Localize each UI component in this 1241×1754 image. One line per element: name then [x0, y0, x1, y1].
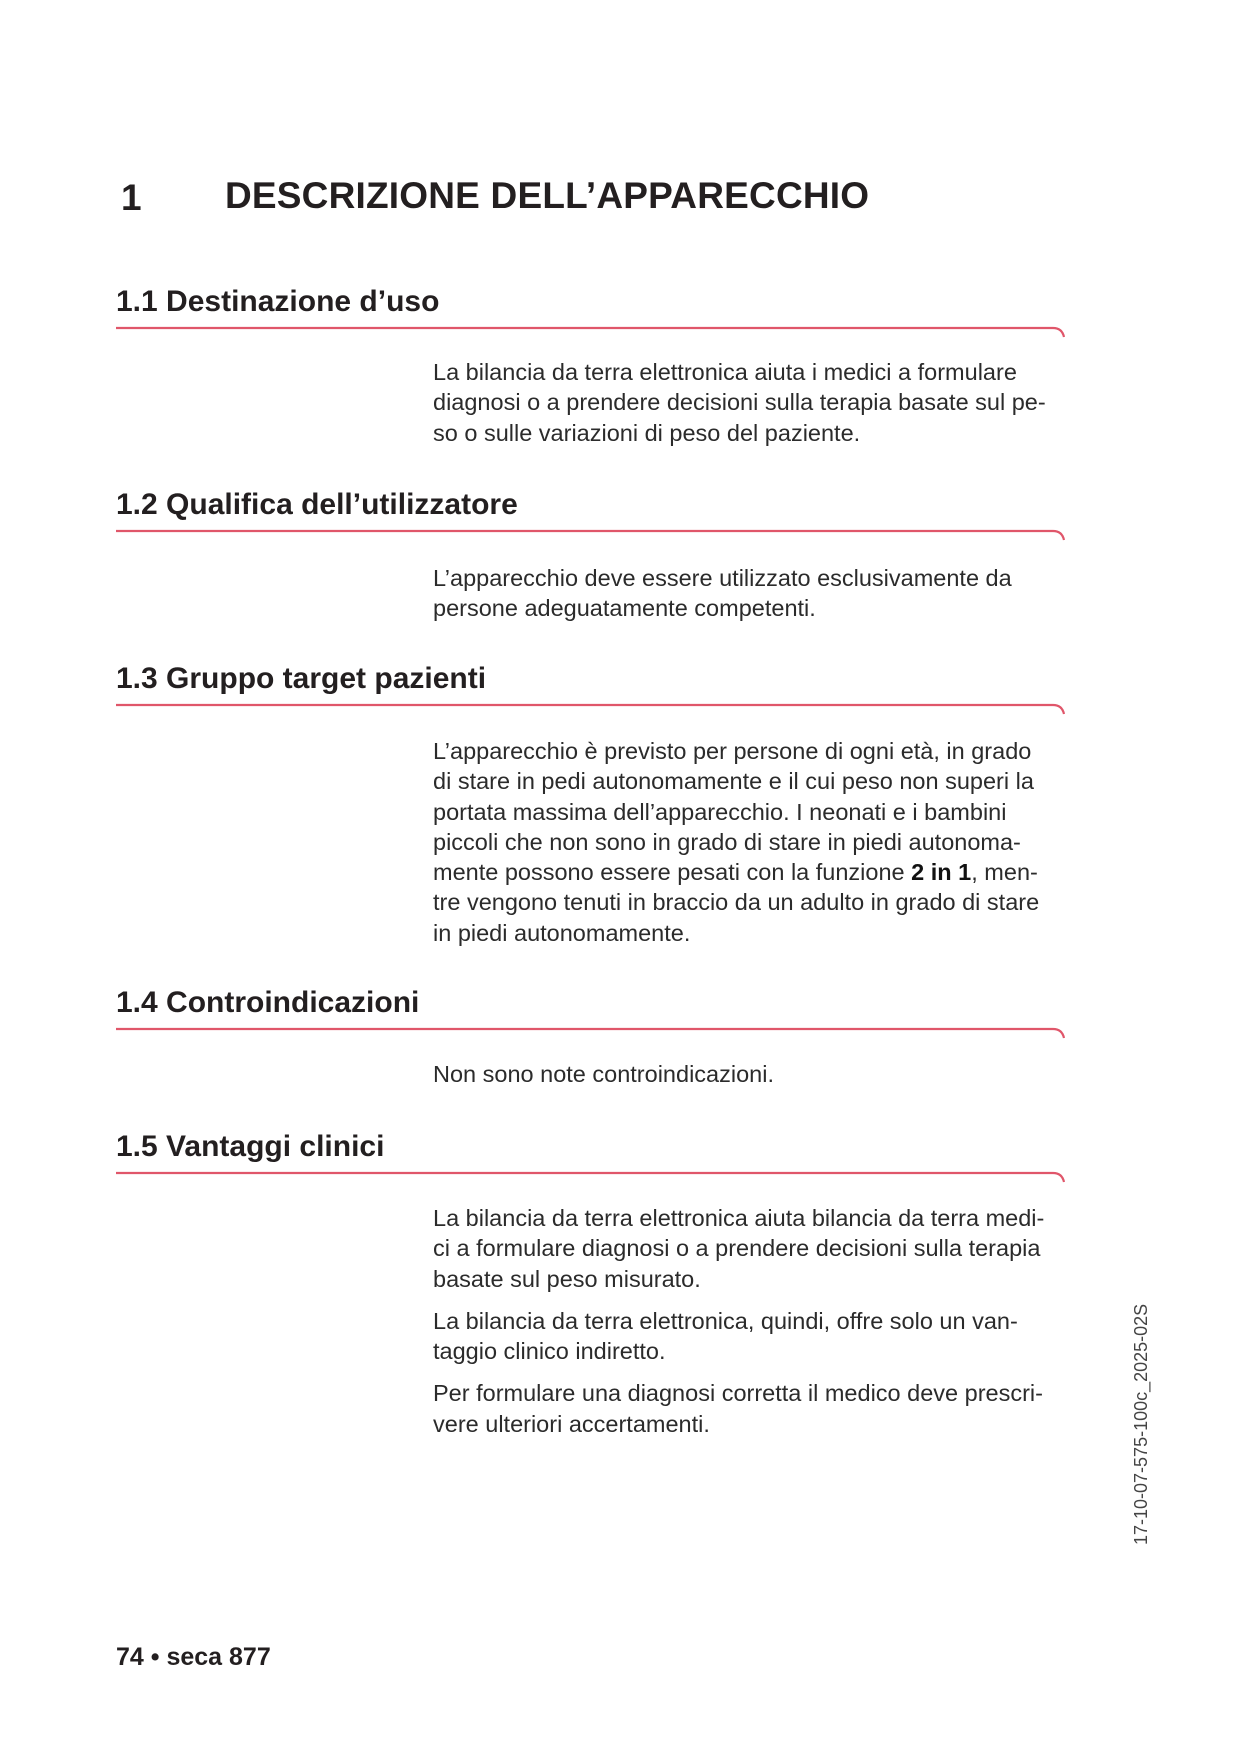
text-line: Per formulare una diagnosi corretta il medico deve prescri- — [433, 1380, 1043, 1407]
section-rule — [116, 1026, 1066, 1042]
section-body-1-2 — [433, 563, 1073, 636]
text-line: diagnosi o a prendere decisioni sulla terapia basate sul pe- — [433, 389, 1046, 416]
section-rule — [116, 528, 1066, 544]
function-name: 2 in 1 — [911, 859, 972, 886]
text-line: La bilancia da terra elettronica aiuta bilancia da terra medi- — [433, 1205, 1045, 1231]
text-line: Non sono note controindicazioni. — [433, 1061, 774, 1087]
section-heading-1-2 — [116, 486, 1066, 542]
section-heading-1-4 — [116, 984, 1066, 1040]
text-line: di stare in pedi autonomamente e il cui peso non superi la — [433, 768, 1034, 795]
chapter-title: DESCRIZIONE DELL’APPARECCHIO — [225, 175, 870, 216]
section-heading-text: 1.3 Gruppo target pazienti — [116, 662, 487, 695]
text-line: L’apparecchio deve essere utilizzato esclusivamente da — [433, 565, 1012, 591]
section-body-1-5 — [433, 1203, 1073, 1451]
section-heading-text: 1.2 Qualifica dell’utilizzatore — [116, 488, 518, 521]
section-heading-text: 1.5 Vantaggi clinici — [116, 1130, 385, 1163]
section-body-1-1 — [433, 357, 1073, 460]
document-code: 17-10-07-575-100c_2025-02S — [1131, 1303, 1151, 1545]
text-line: ci a formulare diagnosi o a prendere decisioni sulla terapia — [433, 1235, 1041, 1262]
text-line: L’apparecchio è previsto per persone di ogni età, in grado — [433, 738, 1032, 764]
paragraph — [433, 357, 1073, 448]
section-rule — [116, 325, 1066, 341]
paragraph — [433, 736, 1073, 948]
section-heading-1-3 — [116, 660, 1066, 716]
paragraph — [433, 1306, 1073, 1367]
text-line: vere ulteriori accertamenti. — [433, 1410, 710, 1437]
text-line: piccoli che non sono in grado di stare in piedi autonoma- — [433, 828, 1021, 855]
section-heading-text: 1.4 Controindicazioni — [116, 986, 420, 1019]
text-line: so o sulle variazioni di peso del paziente. — [433, 419, 861, 446]
text-line: persone adeguatamente competenti. — [433, 595, 816, 622]
text-run: mente possono essere pesati con la funzione — [433, 859, 912, 886]
text-run: , men- — [971, 859, 1038, 886]
section-rule — [116, 702, 1066, 718]
text-line: in piedi autonomamente. — [433, 919, 691, 946]
section-rule — [116, 1170, 1066, 1186]
paragraph — [433, 1203, 1073, 1294]
page-footer: 74 • seca 877 — [116, 1643, 271, 1671]
section-heading-1-5 — [116, 1128, 1066, 1184]
text-line: basate sul peso misurato. — [433, 1265, 701, 1292]
text-line — [433, 859, 1038, 885]
text-line: taggio clinico indiretto. — [433, 1338, 666, 1365]
text-line: tre vengono tenuti in braccio da un adulto in grado di stare — [433, 889, 1040, 916]
text-line: La bilancia da terra elettronica aiuta i medici a formulare — [433, 359, 1017, 385]
section-heading-text: 1.1 Destinazione d’uso — [116, 285, 440, 318]
section-heading-1-1 — [116, 283, 1066, 339]
paragraph — [433, 563, 1073, 624]
chapter-number: 1 — [121, 177, 142, 218]
paragraph — [433, 1378, 1073, 1439]
section-body-1-3 — [433, 736, 1073, 960]
text-line: portata massima dell’apparecchio. I neonati e i bambini — [433, 798, 1007, 825]
text-line: La bilancia da terra elettronica, quindi, offre solo un van- — [433, 1307, 1018, 1334]
section-body-1-4 — [433, 1059, 1073, 1101]
paragraph — [433, 1059, 1073, 1089]
